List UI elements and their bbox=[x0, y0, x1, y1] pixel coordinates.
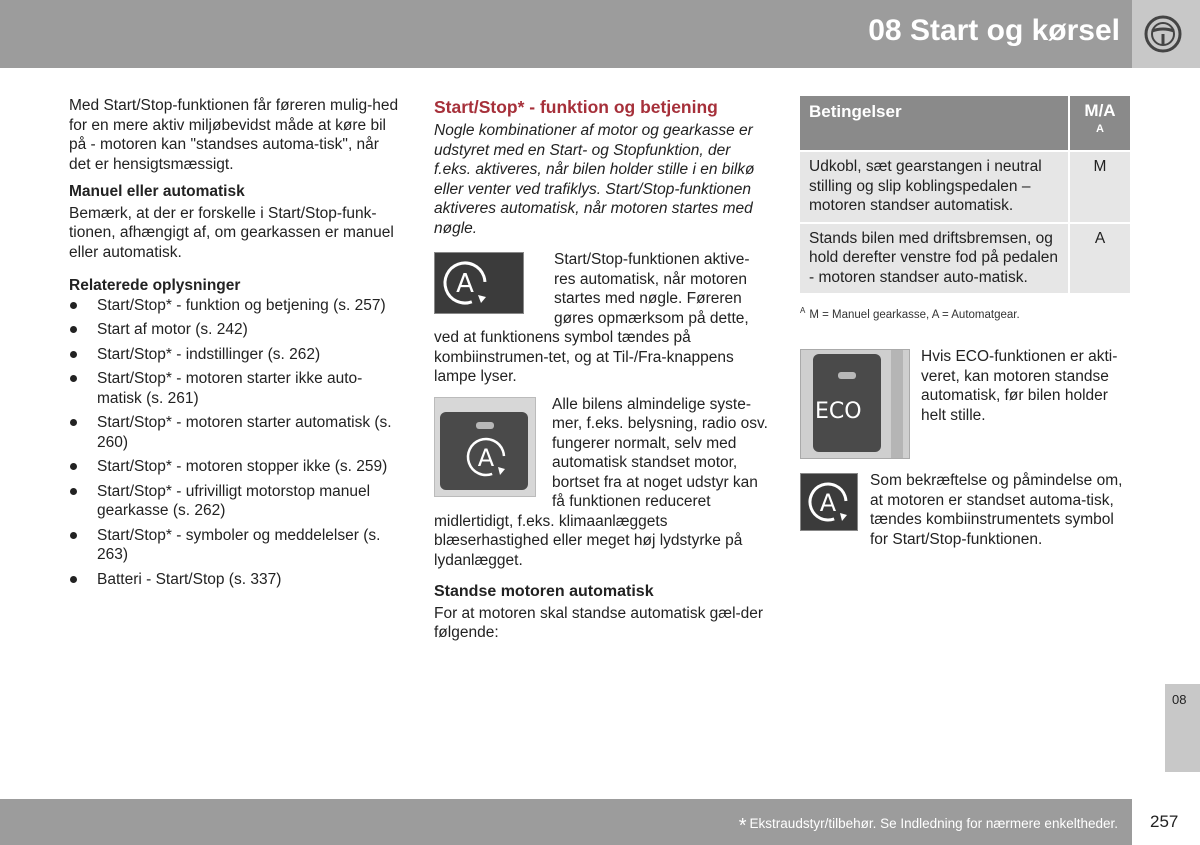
steering-wheel-icon bbox=[1143, 14, 1183, 54]
column-middle bbox=[434, 96, 769, 651]
start-stop-block bbox=[434, 250, 769, 582]
column-header-ma bbox=[1070, 96, 1130, 150]
table-header-row bbox=[800, 96, 1130, 150]
column-header-conditions: Betingelser bbox=[800, 96, 1068, 150]
start-stop-symbol-icon bbox=[434, 252, 524, 314]
footer-note bbox=[739, 815, 1118, 838]
stop-heading: Standse motoren automatisk bbox=[434, 583, 654, 600]
svg-text:A: A bbox=[456, 269, 474, 299]
footnote-text: M = Manuel gearkasse, A = Automatgear. bbox=[809, 308, 1020, 321]
intro-italic: Nogle kombinationer af motor og gearkasse er udstyret med en Start- og Stopfunktion, der f.eks. aktiveres, når bilen holder stille i en bilkø eller venter ved trafiklys. Start/Stop-funktionen aktiveres automatisk, når motoren startes med nøgle. bbox=[434, 122, 755, 237]
related-link[interactable]: Start/Stop* - motoren starter ikke auto-matisk (s. 261) bbox=[69, 369, 399, 408]
activation-paragraph: Start/Stop-funktionen aktive-res automatisk, når motoren startes med nøgle. Føreren gøres opmærksom på dette, ved at funktionens symbol tændes på kombiinstrumen-tet, og at Til-/Fra-knappens lampe lyser. bbox=[434, 251, 750, 385]
section-heading: Start/Stop* - funktion og betjening bbox=[434, 97, 718, 117]
side-tab-label: 08 bbox=[1172, 692, 1187, 707]
related-link[interactable]: Start/Stop* - ufrivilligt motorstop manuel gearkasse (s. 262) bbox=[69, 482, 399, 521]
eco-paragraph: Hvis ECO-funktionen er akti-veret, kan motoren standse automatisk, før bilen holder helt stille. bbox=[921, 348, 1118, 424]
ma-label: M/A bbox=[1084, 101, 1116, 120]
condition-cell: Udkobl, sæt gearstangen i neutral stilling og slip koblingspedalen – motoren standser automatisk. bbox=[800, 152, 1068, 222]
ma-cell: M bbox=[1070, 152, 1130, 222]
confirmation-paragraph: Som bekræftelse og påmindelse om, at motoren er standset automa-tisk, tændes kombiinstrumentets symbol for Start/Stop-funktionen. bbox=[870, 472, 1123, 548]
related-link[interactable]: Start/Stop* - indstillinger (s. 262) bbox=[69, 345, 399, 365]
eco-button-label: ECO bbox=[815, 399, 862, 425]
manual-paragraph: Bemærk, at der er forskelle i Start/Stop-funk-tionen, afhængigt af, om gearkassen er manuel eller automatisk. bbox=[69, 204, 394, 261]
svg-text:A: A bbox=[477, 443, 495, 472]
footnote-mark: A bbox=[800, 306, 806, 315]
start-stop-indicator-icon bbox=[800, 473, 858, 531]
chapter-title: 08 Start og kørsel bbox=[868, 14, 1120, 47]
ma-footnote-mark: A bbox=[1096, 123, 1104, 135]
intro-paragraph: Med Start/Stop-funktionen får føreren mulig-hed for en mere aktiv miljøbevidst måde at køre bil på - motoren kan "standses automa-tisk", når det er hensigtsmæssigt. bbox=[69, 97, 399, 173]
related-link[interactable]: Start/Stop* - motoren starter automatisk (s. 260) bbox=[69, 413, 399, 452]
stop-paragraph: For at motoren skal standse automatisk gæl-der følgende: bbox=[434, 604, 764, 641]
page-number: 257 bbox=[1150, 812, 1179, 831]
footnote-star: * bbox=[738, 815, 747, 837]
related-link[interactable]: Start/Stop* - symboler og meddelelser (s. 263) bbox=[69, 526, 399, 565]
column-right bbox=[800, 96, 1132, 557]
eco-button-image bbox=[800, 349, 910, 459]
systems-paragraph: Alle bilens almindelige syste-mer, f.eks. belysning, radio osv. fungerer normalt, selv med automatisk standset motor, bortset fra at noget udstyr kan få funktionen reduceret midlertidigt, f.eks. klimaanlæggets blæserhastighed eller meget høj lydstyrke på lydanlægget. bbox=[434, 395, 768, 569]
table-footnote bbox=[800, 301, 1132, 325]
table-row bbox=[800, 152, 1130, 222]
column-left bbox=[69, 96, 399, 594]
svg-text:A: A bbox=[819, 489, 837, 518]
start-stop-button-image bbox=[434, 397, 536, 497]
table-row bbox=[800, 224, 1130, 294]
ma-cell: A bbox=[1070, 224, 1130, 294]
related-heading: Relaterede oplysninger bbox=[69, 277, 241, 294]
condition-cell: Stands bilen med driftsbremsen, og hold derefter venstre fod på pedalen - motoren standser auto-matisk. bbox=[800, 224, 1068, 294]
related-link[interactable]: Start af motor (s. 242) bbox=[69, 320, 399, 340]
footer-note-text: Ekstraudstyr/tilbehør. Se Indledning for nærmere enkeltheder. bbox=[749, 816, 1118, 831]
related-link[interactable]: Start/Stop* - funktion og betjening (s. 257) bbox=[69, 296, 399, 316]
related-list bbox=[69, 296, 399, 590]
manual-heading: Manuel eller automatisk bbox=[69, 183, 245, 200]
related-link[interactable]: Start/Stop* - motoren stopper ikke (s. 259) bbox=[69, 457, 399, 477]
chapter-side-tab[interactable] bbox=[1165, 684, 1200, 772]
conditions-table bbox=[798, 94, 1132, 295]
related-link[interactable]: Batteri - Start/Stop (s. 337) bbox=[69, 570, 399, 590]
